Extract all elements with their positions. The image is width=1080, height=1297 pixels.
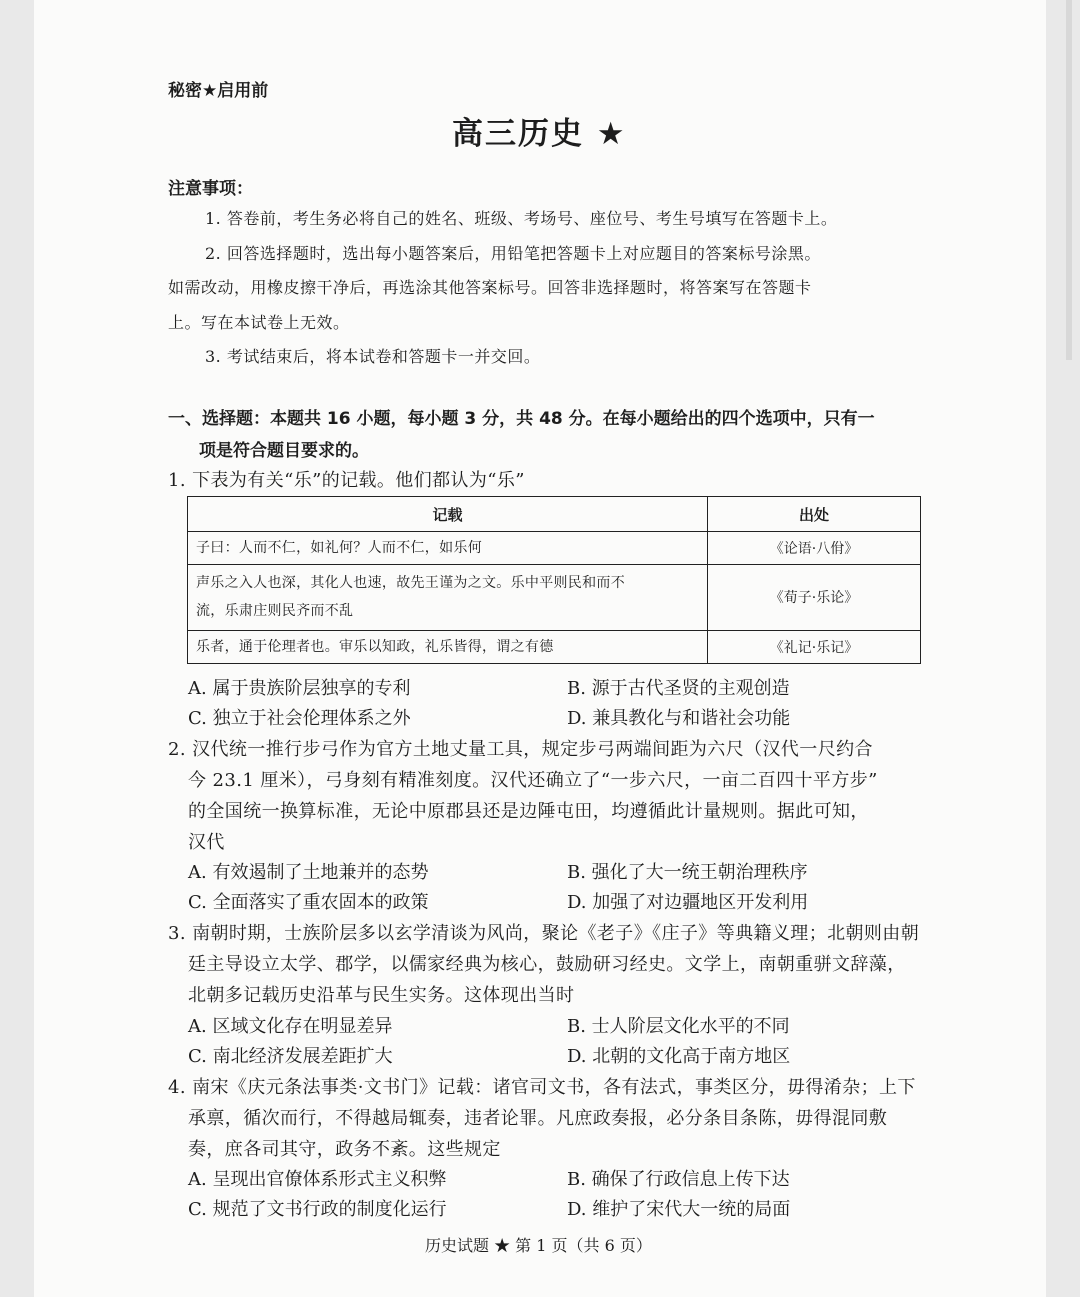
q3-option-c: C. 南北经济发展差距扩大 bbox=[188, 1046, 393, 1067]
table-cell-line: 声乐之入人也深，其化人也速，故先王谨为之文。乐中平则民和而不 bbox=[196, 575, 625, 592]
notice-line-3: 如需改动，用橡皮擦干净后，再选涂其他答案标号。回答非选择题时，将答案写在答题卡 bbox=[168, 278, 812, 297]
table-header-source: 出处 bbox=[708, 497, 921, 532]
table-row bbox=[188, 565, 921, 630]
q4-line-2: 承禀，循次而行，不得越局辄奏，违者论罪。凡庶政奏报，必分条目条陈，毋得混同敷 bbox=[188, 1108, 888, 1129]
q2-line-3: 的全国统一换算标准，无论中原郡县还是边陲屯田，均遵循此计量规则。据此可知， bbox=[188, 801, 869, 822]
q2-option-a: A. 有效遏制了土地兼并的态势 bbox=[188, 862, 429, 883]
q3-option-b: B. 士人阶层文化水平的不同 bbox=[567, 1016, 790, 1037]
q1-option-d: D. 兼具教化与和谐社会功能 bbox=[567, 708, 791, 729]
table-cell-source: 《论语·八佾》 bbox=[708, 532, 921, 565]
records-table bbox=[187, 496, 921, 664]
q3-option-d: D. 北朝的文化高于南方地区 bbox=[567, 1046, 791, 1067]
table-cell-line: 流，乐肃庄则民齐而不乱 bbox=[196, 603, 354, 620]
q2-line-4: 汉代 bbox=[188, 832, 225, 853]
page-footer: 历史试题 ★ 第 1 页（共 6 页） bbox=[425, 1236, 652, 1255]
notice-line-1: 1. 答卷前，考生务必将自己的姓名、班级、考场号、座位号、考生号填写在答题卡上。 bbox=[205, 209, 838, 228]
table-header-row bbox=[188, 497, 921, 532]
table-row bbox=[188, 532, 921, 565]
notice-line-2: 2. 回答选择题时，选出每小题答案后，用铅笔把答题卡上对应题目的答案标号涂黑。 bbox=[205, 244, 821, 263]
section-heading: 一、选择题：本题共 16 小题，每小题 3 分，共 48 分。在每小题给出的四个选项中，只有一 bbox=[168, 409, 875, 429]
q4-option-d: D. 维护了宋代大一统的局面 bbox=[567, 1199, 791, 1220]
notice-line-4: 上。写在本试卷上无效。 bbox=[168, 313, 350, 332]
q4-option-b: B. 确保了行政信息上传下达 bbox=[567, 1169, 790, 1190]
q1-stem: 1. 下表为有关“乐”的记载。他们都认为“乐” bbox=[168, 470, 525, 491]
notice-heading: 注意事项： bbox=[168, 179, 253, 199]
q1-option-b: B. 源于古代圣贤的主观创造 bbox=[567, 678, 790, 699]
q2-option-c: C. 全面落实了重农固本的政策 bbox=[188, 892, 429, 913]
secret-label: 秘密★启用前 bbox=[168, 81, 269, 101]
q4-option-a: A. 呈现出官僚体系形式主义积弊 bbox=[188, 1169, 447, 1190]
q4-option-c: C. 规范了文书行政的制度化运行 bbox=[188, 1199, 447, 1220]
table-cell-record: 子曰：人而不仁，如礼何？人而不仁，如乐何 bbox=[188, 532, 708, 565]
scroll-edge bbox=[1066, 0, 1072, 360]
q1-option-a: A. 属于贵族阶层独享的专利 bbox=[188, 678, 411, 699]
q2-line-1: 2. 汉代统一推行步弓作为官方土地丈量工具，规定步弓两端间距为六尺（汉代一尺约合 bbox=[168, 739, 873, 760]
table-cell-record bbox=[188, 565, 708, 630]
table-header-record: 记载 bbox=[188, 497, 708, 532]
table-cell-record: 乐者，通于伦理者也。审乐以知政，礼乐皆得，谓之有德 bbox=[188, 630, 708, 663]
table-cell-source: 《荀子·乐论》 bbox=[708, 565, 921, 630]
q1-option-c: C. 独立于社会伦理体系之外 bbox=[188, 708, 411, 729]
q4-line-1: 4. 南宋《庆元条法事类·文书门》记载：诸官司文书，各有法式，事类区分，毋得淆杂；上下 bbox=[168, 1077, 916, 1098]
table-row bbox=[188, 630, 921, 663]
q2-option-b: B. 强化了大一统王朝治理秩序 bbox=[567, 862, 808, 883]
q3-line-1: 3. 南朝时期，士族阶层多以玄学清谈为风尚，聚论《老子》《庄子》等典籍义理；北朝则由朝 bbox=[168, 923, 920, 944]
q3-line-3: 北朝多记载历史沿革与民生实务。这体现出当时 bbox=[188, 985, 575, 1006]
section-heading-cont: 项是符合题目要求的。 bbox=[199, 441, 369, 461]
q2-line-2: 今 23.1 厘米），弓身刻有精准刻度。汉代还确立了“一步六尺，一亩二百四十平方步” bbox=[188, 770, 878, 791]
notice-line-5: 3. 考试结束后，将本试卷和答题卡一并交回。 bbox=[205, 347, 541, 366]
q3-option-a: A. 区域文化存在明显差异 bbox=[188, 1016, 393, 1037]
q4-line-3: 奏，庶各司其守，政务不紊。这些规定 bbox=[188, 1139, 501, 1160]
q3-line-2: 廷主导设立太学、郡学，以儒家经典为核心，鼓励研习经史。文学上，南朝重骈文辞藻， bbox=[188, 954, 906, 975]
q2-option-d: D. 加强了对边疆地区开发利用 bbox=[567, 892, 809, 913]
table-cell-source: 《礼记·乐记》 bbox=[708, 630, 921, 663]
page-title: 高三历史 ★ bbox=[452, 116, 627, 152]
